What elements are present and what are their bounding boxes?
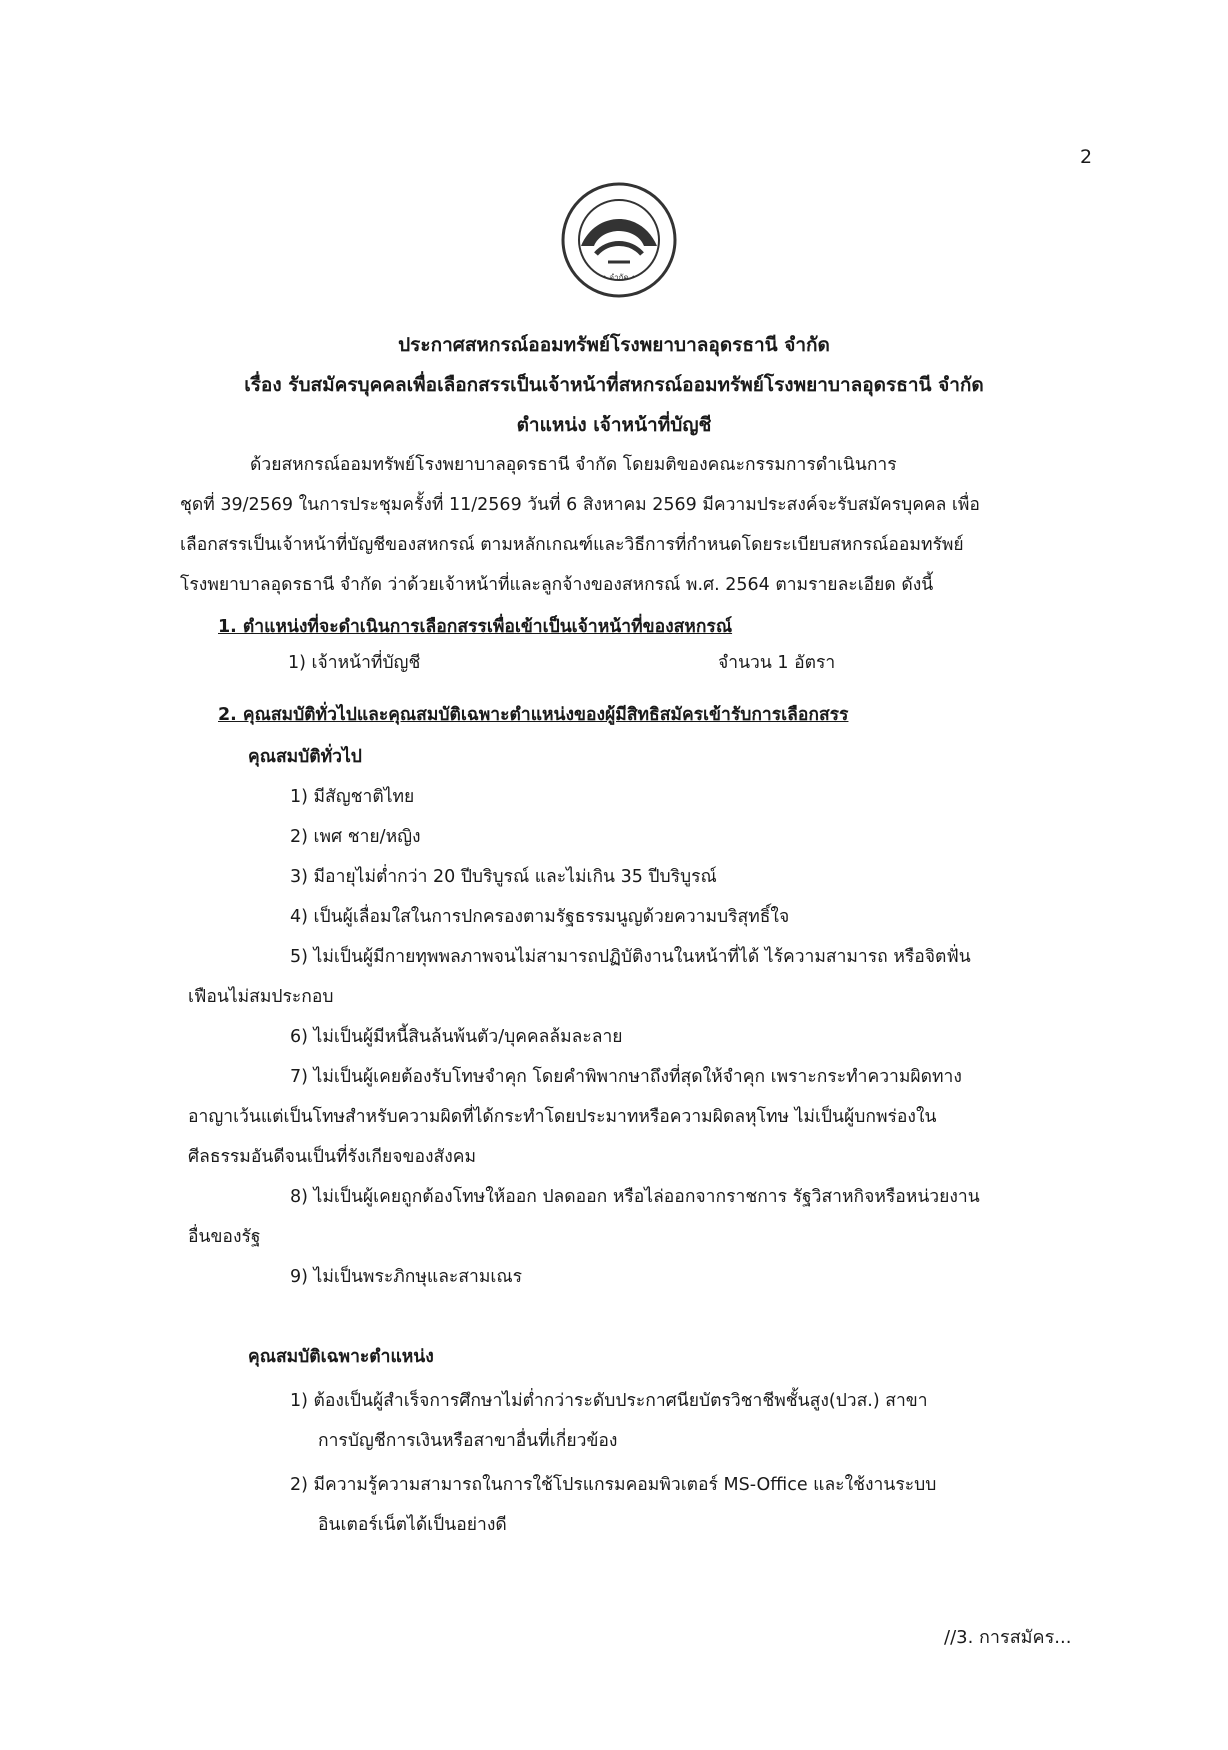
announcement-subject: เรื่อง รับสมัครบุคคลเพื่อเลือกสรรเป็นเจ้าหน้าที่สหกรณ์ออมทรัพย์โรงพยาบาลอุดรธานี จำกัด <box>244 374 984 396</box>
general-qualification-item: อาญาเว้นแต่เป็นโทษสำหรับความผิดที่ได้กระทำโดยประมาทหรือความผิดลหุโทษ ไม่เป็นผู้บกพร่องใน <box>188 1107 937 1127</box>
intro-line: ชุดที่ 39/2569 ในการประชุมครั้งที่ 11/2569 วันที่ 6 สิงหาคม 2569 มีความประสงค์จะรับสมัครบุคคล เพื่อ <box>180 495 980 515</box>
cooperative-seal-logo-icon <box>556 180 682 300</box>
specific-qualification-item: อินเตอร์เน็ตได้เป็นอย่างดี <box>318 1515 507 1535</box>
general-qualification-item: 4) เป็นผู้เลื่อมใสในการปกครองตามรัฐธรรมนูญด้วยความบริสุทธิ์ใจ <box>290 907 790 927</box>
position-count: จำนวน 1 อัตรา <box>718 653 836 673</box>
specific-qualification-item: 2) มีความรู้ความสามารถในการใช้โปรแกรมคอมพิวเตอร์ MS-Office และใช้งานระบบ <box>290 1475 937 1495</box>
specific-qualifications-heading: คุณสมบัติเฉพาะตำแหน่ง <box>248 1347 434 1367</box>
general-qualification-item: เฟือนไม่สมประกอบ <box>188 987 334 1007</box>
general-qualification-item: 2) เพศ ชาย/หญิง <box>290 827 421 847</box>
intro-line: เลือกสรรเป็นเจ้าหน้าที่บัญชีของสหกรณ์ ตามหลักเกณฑ์และวิธีการที่กำหนดโดยระเบียบสหกรณ์ออมทรัพย์ <box>180 535 964 555</box>
position-name: 1) เจ้าหน้าที่บัญชี <box>288 653 421 673</box>
general-qualification-item: 3) มีอายุไม่ต่ำกว่า 20 ปีบริบูรณ์ และไม่เกิน 35 ปีบริบูรณ์ <box>290 867 717 887</box>
continuation-note: //3. การสมัคร... <box>944 1627 1072 1648</box>
section-1-heading: 1. ตำแหน่งที่จะดำเนินการเลือกสรรเพื่อเข้าเป็นเจ้าหน้าที่ของสหกรณ์ <box>218 617 733 637</box>
general-qualification-item: ศีลธรรมอันดีจนเป็นที่รังเกียจของสังคม <box>188 1147 477 1167</box>
announcement-title: ประกาศสหกรณ์ออมทรัพย์โรงพยาบาลอุดรธานี จำกัด <box>398 334 830 356</box>
page-number: 2 <box>1080 146 1093 168</box>
specific-qualification-item: 1) ต้องเป็นผู้สำเร็จการศึกษาไม่ต่ำกว่าระดับประกาศนียบัตรวิชาชีพชั้นสูง(ปวส.) สาขา <box>290 1391 928 1411</box>
specific-qualification-item: การบัญชีการเงินหรือสาขาอื่นที่เกี่ยวข้อง <box>318 1431 618 1451</box>
general-qualification-item: 8) ไม่เป็นผู้เคยถูกต้องโทษให้ออก ปลดออก หรือไล่ออกจากราชการ รัฐวิสาหกิจหรือหน่วยงาน <box>290 1187 980 1207</box>
svg-text:• จำกัด •: • จำกัด • <box>602 273 636 282</box>
intro-line: โรงพยาบาลอุดรธานี จำกัด ว่าด้วยเจ้าหน้าที่และลูกจ้างของสหกรณ์ พ.ศ. 2564 ตามรายละเอียด ดังนี้ <box>180 575 934 595</box>
general-qualification-item: 5) ไม่เป็นผู้มีกายทุพพลภาพจนไม่สามารถปฏิบัติงานในหน้าที่ได้ ไร้ความสามารถ หรือจิตฟั่น <box>290 947 971 967</box>
general-qualification-item: 9) ไม่เป็นพระภิกษุและสามเณร <box>290 1267 522 1287</box>
general-qualification-item: 6) ไม่เป็นผู้มีหนี้สินล้นพ้นตัว/บุคคลล้มละลาย <box>290 1027 623 1047</box>
intro-line: ด้วยสหกรณ์ออมทรัพย์โรงพยาบาลอุดรธานี จำกัด โดยมติของคณะกรรมการดำเนินการ <box>250 455 897 475</box>
general-qualification-item: อื่นของรัฐ <box>188 1227 261 1247</box>
general-qualification-item: 1) มีสัญชาติไทย <box>290 787 415 807</box>
announcement-position: ตำแหน่ง เจ้าหน้าที่บัญชี <box>516 414 712 436</box>
section-2-heading: 2. คุณสมบัติทั่วไปและคุณสมบัติเฉพาะตำแหน่งของผู้มีสิทธิสมัครเข้ารับการเลือกสรร <box>218 705 849 725</box>
general-qualifications-heading: คุณสมบัติทั่วไป <box>248 747 362 767</box>
general-qualification-item: 7) ไม่เป็นผู้เคยต้องรับโทษจำคุก โดยคำพิพากษาถึงที่สุดให้จำคุก เพราะกระทำความผิดทาง <box>290 1067 962 1087</box>
